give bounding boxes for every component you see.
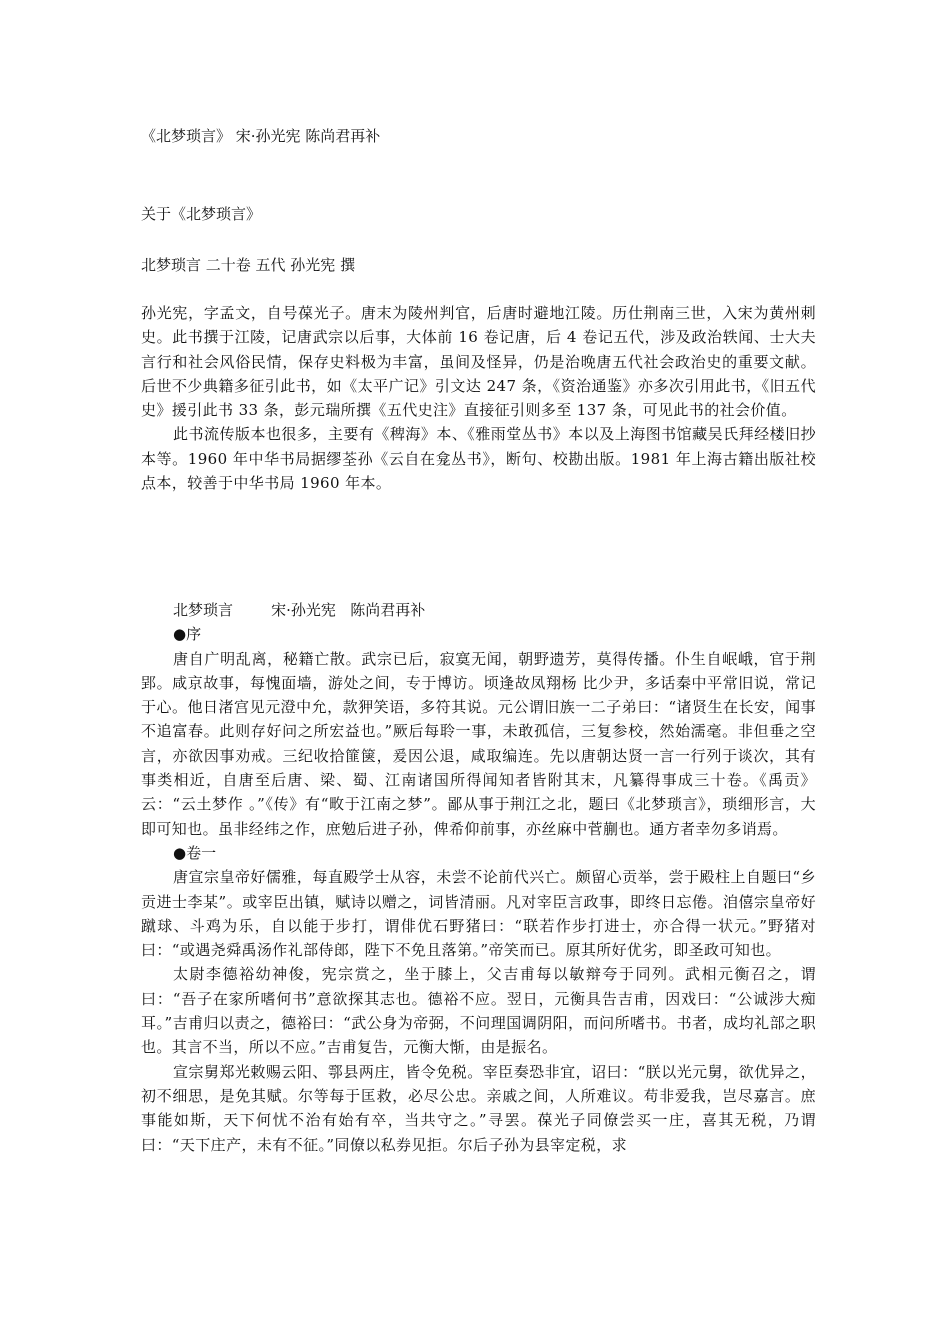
preface-paragraph: 唐自广明乱离，秘籍亡散。武宗已后，寂寞无闻，朝野遗芳，莫得传播。仆生自岷峨，官于荆郢。咸京故事，每愧面墙，游处之间，专于博访。顷逢故凤翔杨 比少尹，多话秦中平常旧说，常记于心。他日渚宫见元澄中允，款狎笑语，多符其说。元公谓旧族一二子弟曰：“诸贤生在长安，闻事不追富春。此则存好问之所宏益也。”厥后每聆一事，未敢孤信，三复参校，然始濡毫。非但垂之空言，亦欲因事劝戒。三纪收拾篚箧，爰因公退，咸取编连。先以唐朝达贤一言一行列于谈次，其有事类相近，自唐至后唐、梁、蜀、江南诸国所得闻知者皆附其末，凡纂得事成三十卷。《禹贡》云：“云土梦作 。”《传》有“畋于江南之梦”。鄙从事于荆江之北，题曰《北梦琐言》，琐细形言，大即可知也。虽非经纬之作，庶勉后进子孙，俾希仰前事，亦丝麻中菅蒯也。通方者幸勿多诮焉。 — [141, 649, 816, 838]
volume-heading: ●卷一 — [173, 843, 217, 862]
body-paragraph: 太尉李德裕幼神俊，宪宗赏之，坐于膝上，父吉甫每以敏辩夸于同列。武相元衡召之，谓曰：“吾子在家所嗜何书”意欲探其志也。德裕不应。翌日，元衡具告吉甫，因戏曰：“公诚涉大痴耳。”吉甫归以责之，德裕曰：“武公身为帝弼，不问理国调阴阳，而问所嗜书。书者，成均礼部之职也。其言不当，所以不应。”吉甫复告，元衡大惭，由是振名。 — [141, 965, 816, 1057]
about-section — [141, 301, 816, 495]
text-section — [141, 598, 816, 1157]
about-paragraph: 孙光宪，字孟文，自号葆光子。唐末为陵州判官，后唐时避地江陵。历仕荆南三世，入宋为黄州刺史。此书撰于江陵，记唐武宗以后事，大体前 16 卷记唐，后 4 卷记五代，涉及政治轶闻、士大夫言行和社会风俗民情，保存史料极为丰富，虽间及怪异，仍是治晚唐五代社会政治史的重要文献。后世不少典籍多征引此书，如《太平广记》引文达 247 条，《资治通鉴》亦多次引用此书，《旧五代史》援引此书 33 条，彭元瑞所撰《五代史注》直接征引则多至 137 条，可见此书的社会价值。 — [141, 304, 816, 420]
body-paragraph: 唐宣宗皇帝好儒雅，每直殿学士从容，未尝不论前代兴亡。颇留心贡举，尝于殿柱上自题曰“乡贡进士李某”。或宰臣出镇，赋诗以赠之，词皆清丽。凡对宰臣言政事，即终日忘倦。洎僖宗皇帝好蹴球、斗鸡为乐，自以能于步打，谓俳优石野猪曰：“联若作步打进士，亦合得一状元。”野猪对曰：“或遇尧舜禹汤作礼部侍郎，陛下不免且落第。”帝笑而已。原其所好优劣，即圣政可知也。 — [141, 868, 816, 960]
document-title: 《北梦琐言》 宋·孙光宪 陈尚君再补 — [141, 127, 381, 145]
about-paragraph: 此书流传版本也很多，主要有《稗海》本、《雅雨堂丛书》本以及上海图书馆藏吴氏拜经楼旧抄本等。1960 年中华书局据缪荃孙《云自在龛丛书》，断句、校勘出版。1981 年上海古籍出版社校点本，较善于中华书局 1960 年本。 — [141, 425, 816, 493]
text-title-line: 北梦琐言 宋·孙光宪 陈尚君再补 — [173, 601, 426, 619]
body-paragraph: 宣宗舅郑光敕赐云阳、鄠县两庄，皆令免税。宰臣奏恐非宜，诏曰：“朕以光元舅，欲优异之，初不细思，是免其赋。尔等每于匡救，必尽公忠。亲戚之间，人所难议。苟非爱我，岂尽嘉言。庶事能如斯，天下何忧不治有始有卒，当共守之。”寻罢。葆光子同僚尝买一庄，喜其无税，乃谓曰：“天下庄产，未有不征。”同僚以私券见拒。尔后子孙为县宰定税，求 — [141, 1062, 816, 1154]
preface-heading: ●序 — [173, 625, 202, 644]
about-heading: 关于《北梦琐言》 — [141, 205, 262, 223]
catalog-line: 北梦琐言 二十卷 五代 孙光宪 撰 — [141, 256, 356, 274]
